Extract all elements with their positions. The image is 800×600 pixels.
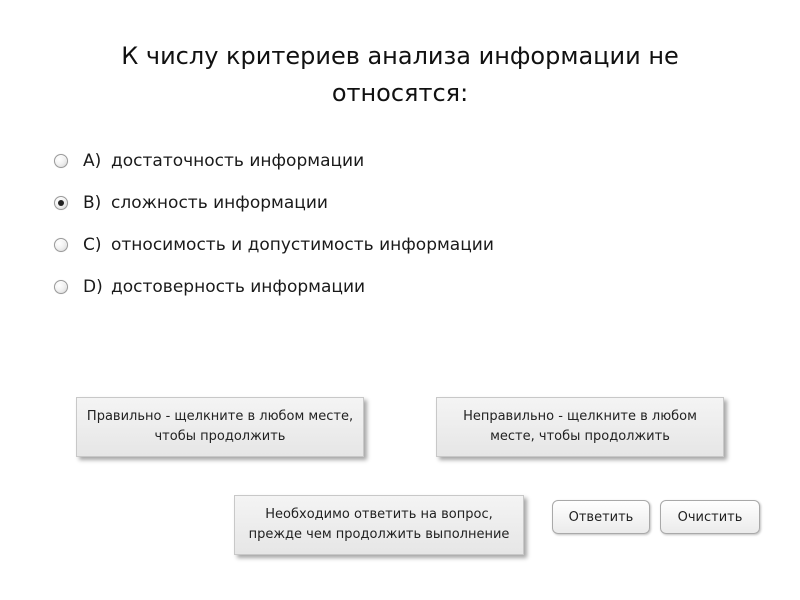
question-text: К числу критериев анализа информации не относятся: bbox=[121, 42, 679, 107]
option-b[interactable] bbox=[50, 182, 670, 224]
option-c-letter: C) bbox=[83, 235, 102, 255]
option-d[interactable] bbox=[50, 266, 670, 308]
option-c-text: относимость и допустимость информации bbox=[111, 235, 494, 255]
option-b-text: сложность информации bbox=[111, 193, 328, 213]
option-a-letter: A) bbox=[83, 151, 102, 171]
option-a-text: достаточность информации bbox=[111, 151, 365, 171]
option-b-letter: B) bbox=[83, 193, 102, 213]
incorrect-feedback-box[interactable]: Неправильно - щелкните в любом месте, чтобы продолжить bbox=[436, 397, 724, 457]
option-d-letter: D) bbox=[83, 277, 103, 297]
correct-feedback-box[interactable]: Правильно - щелкните в любом месте, чтобы продолжить bbox=[76, 397, 364, 457]
answer-options bbox=[50, 140, 670, 308]
answer-required-box: Необходимо ответить на вопрос, прежде чем продолжить выполнение bbox=[234, 495, 524, 555]
clear-button[interactable]: Очистить bbox=[660, 500, 760, 534]
radio-d[interactable] bbox=[54, 280, 68, 294]
option-d-text: достоверность информации bbox=[111, 277, 366, 297]
radio-c[interactable] bbox=[54, 238, 68, 252]
radio-a[interactable] bbox=[54, 154, 68, 168]
option-a[interactable] bbox=[50, 140, 670, 182]
option-c[interactable] bbox=[50, 224, 670, 266]
radio-b[interactable] bbox=[54, 196, 68, 210]
submit-button[interactable]: Ответить bbox=[552, 500, 650, 534]
